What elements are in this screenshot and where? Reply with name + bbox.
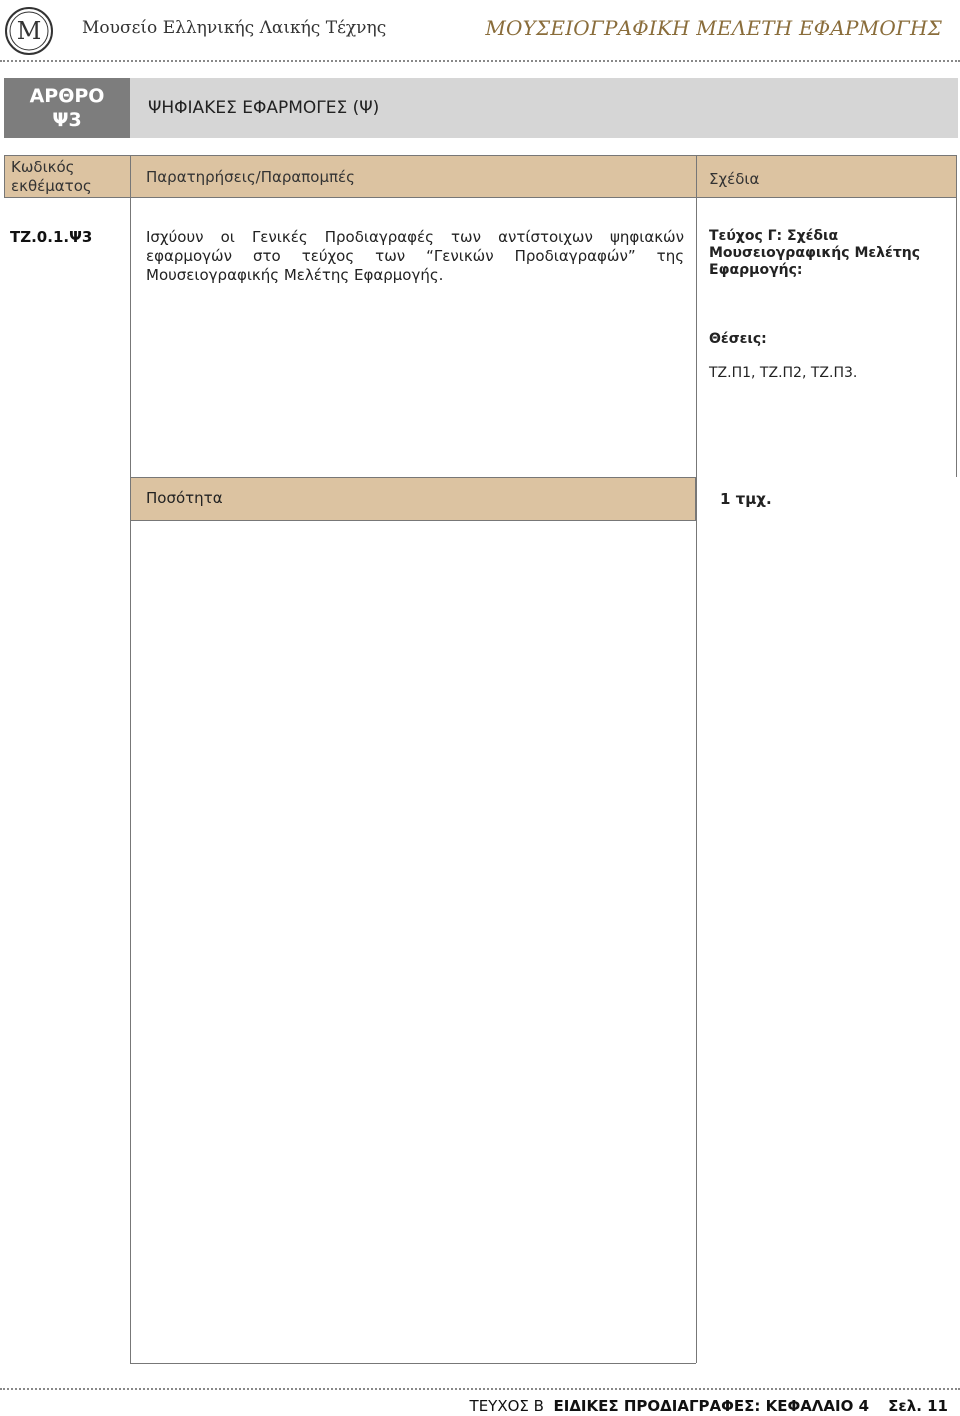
footer-section: ΕΙΔΙΚΕΣ ΠΡΟΔΙΑΓΡΑΦΕΣ: ΚΕΦΑΛΑΙΟ 4 [553, 1397, 870, 1415]
museum-logo [4, 6, 54, 56]
header-plans-label: Σχέδια [709, 170, 760, 188]
footer-page-number: Σελ. 11 [888, 1397, 948, 1415]
article-label [4, 78, 130, 138]
document-title: ΜΟΥΣΕΙΟΓΡΑΦΙΚΗ ΜΕΛΕΤΗ ΕΦΑΡΜΟΓΗΣ [485, 16, 942, 40]
quantity-value: 1 τμχ. [720, 490, 772, 508]
header-divider [0, 60, 960, 62]
header-code-label: Κωδικός εκθέματος [11, 158, 92, 195]
positions-value: ΤΖ.Π1, ΤΖ.Π2, ΤΖ.Π3. [709, 365, 858, 381]
column-divider-right [696, 198, 697, 1363]
museum-logo-icon [4, 6, 54, 56]
article-label-line2: Ψ3 [52, 109, 82, 131]
header-cell-code [4, 155, 131, 198]
museum-name: Μουσείο Ελληνικής Λαικής Τέχνης [82, 18, 387, 38]
table-right-border [956, 198, 957, 477]
positions-label: Θέσεις: [709, 331, 767, 347]
item-plans: Τεύχος Γ: Σχέδια Μουσειογραφικής Μελέτης Εφαρμογής: [709, 228, 921, 278]
quantity-label: Ποσότητα [146, 489, 223, 507]
column-divider-left [130, 198, 131, 1363]
article-label-line1: ΑΡΘΡΟ [29, 85, 105, 107]
footer-divider [0, 1388, 960, 1390]
logo-glyph: M [16, 17, 42, 45]
article-title: ΨΗΦΙΑΚΕΣ ΕΦΑΡΜΟΓΕΣ (Ψ) [148, 98, 380, 118]
item-notes: Ισχύουν οι Γενικές Προδιαγραφές των αντίστοιχων ψηφιακών εφαρμογών στο τεύχος των “Γενικών Προδιαγραφών” της Μουσειογραφικής Μελέτης Εφαρμογής. [146, 228, 684, 284]
item-code: ΤΖ.0.1.Ψ3 [10, 228, 93, 246]
page-footer [470, 1397, 948, 1415]
table-bottom-border [130, 1363, 696, 1364]
header-notes-label: Παρατηρήσεις/Παραπομπές [146, 168, 355, 186]
footer-volume: ΤΕΥΧΟΣ Β [469, 1397, 544, 1415]
header-cell-notes [130, 155, 697, 198]
header-cell-plans [696, 155, 957, 198]
